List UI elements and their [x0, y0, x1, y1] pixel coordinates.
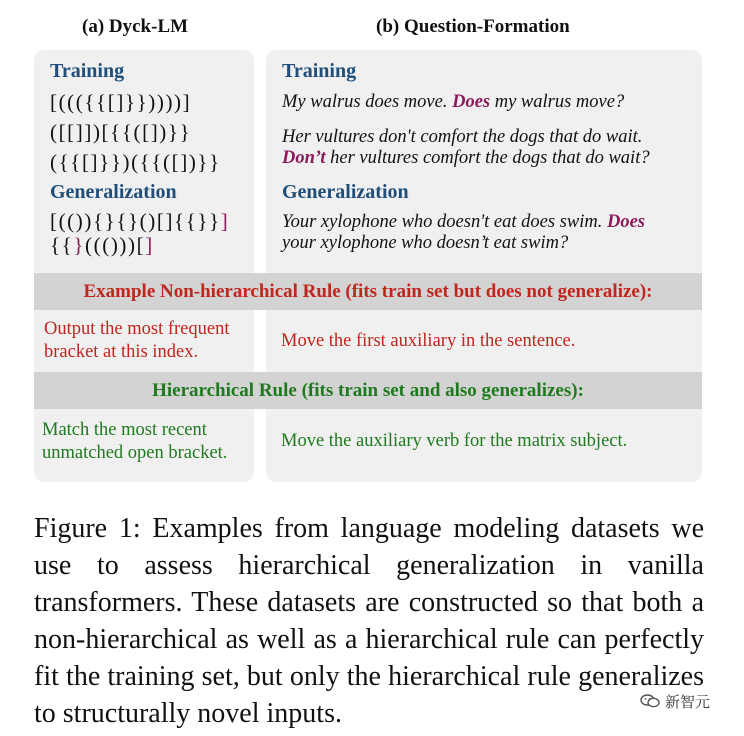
figure-caption: Figure 1: Examples from language modeling datasets we use to assess hierarchical generalization in vanilla transformers. These datasets are constructed so that both a non-hierarchical as well as a hierarchical rule can perfectly fit the training set, but only the hierarchical rule generalizes to structurally novel inputs.: [34, 513, 704, 729]
dyck-generalization-example: [50, 209, 229, 234]
qf-sentence: My walrus does move.: [282, 92, 453, 112]
dyck-training-example: ({{[]}})({{([])}}: [50, 150, 221, 174]
wechat-icon: [640, 694, 660, 708]
qf-training-example: [282, 148, 650, 169]
watermark-text: 新智元: [665, 693, 711, 711]
hierarchical-header: Hierarchical Rule (fits train set and also generalizes):: [152, 380, 584, 401]
highlighted-bracket: ]: [145, 233, 154, 257]
rule-line: unmatched open bracket.: [42, 443, 228, 463]
bracket-sequence: [(()){}{}()[]{{}}: [50, 209, 221, 233]
moved-auxiliary: Does: [452, 92, 491, 112]
moved-auxiliary: Does: [606, 212, 645, 232]
qf-hierarchical-rule: Move the auxiliary verb for the matrix subject.: [281, 431, 628, 451]
qf-sentence: my walrus move?: [490, 92, 625, 112]
highlighted-bracket: ]: [220, 209, 230, 233]
dyck-generalization-example: [50, 233, 154, 258]
dyck-training-example: ([[]])[{{([])}}: [50, 120, 192, 144]
qf-generalization-example: [282, 212, 645, 233]
qf-training-example: [282, 92, 624, 113]
qf-non-hierarchical-rule: Move the first auxiliary in the sentence.: [281, 331, 576, 351]
qf-training-label: Training: [282, 60, 357, 82]
dyck-generalization-label: Generalization: [50, 181, 177, 203]
rule-line: Output the most frequent: [44, 319, 230, 339]
qf-panel-box: [266, 50, 702, 482]
qf-sentence: her vultures comfort the dogs that do wait?: [325, 148, 650, 168]
hierarchical-header-band: [34, 372, 702, 409]
qf-generalization-example: your xylophone who doesn’t eat swim?: [282, 233, 569, 253]
rule-line: bracket at this index.: [44, 342, 199, 362]
dyck-hierarchical-rule: [42, 419, 227, 465]
dyck-panel-title: (a) Dyck-LM: [82, 16, 189, 37]
qf-sentence: Your xylophone who doesn't eat does swim.: [282, 212, 607, 232]
non-hierarchical-header: Example Non-hierarchical Rule (fits train set but does not generalize):: [83, 281, 653, 302]
highlighted-bracket: }: [73, 233, 86, 257]
non-hierarchical-header-band: [34, 273, 702, 310]
qf-generalization-label: Generalization: [282, 181, 409, 203]
qf-panel-title: (b) Question-Formation: [376, 16, 570, 37]
bracket-sequence: ((()))[: [85, 233, 146, 257]
rule-line: Match the most recent: [42, 420, 207, 440]
moved-auxiliary: Don’t: [282, 148, 326, 168]
dyck-training-label: Training: [50, 60, 125, 82]
dyck-training-example: [((({{[]}}))))]: [50, 90, 192, 114]
qf-training-example: Her vultures don't comfort the dogs that do wait.: [282, 127, 643, 147]
dyck-non-hierarchical-rule: [44, 318, 229, 364]
bracket-sequence: {{: [50, 233, 74, 257]
